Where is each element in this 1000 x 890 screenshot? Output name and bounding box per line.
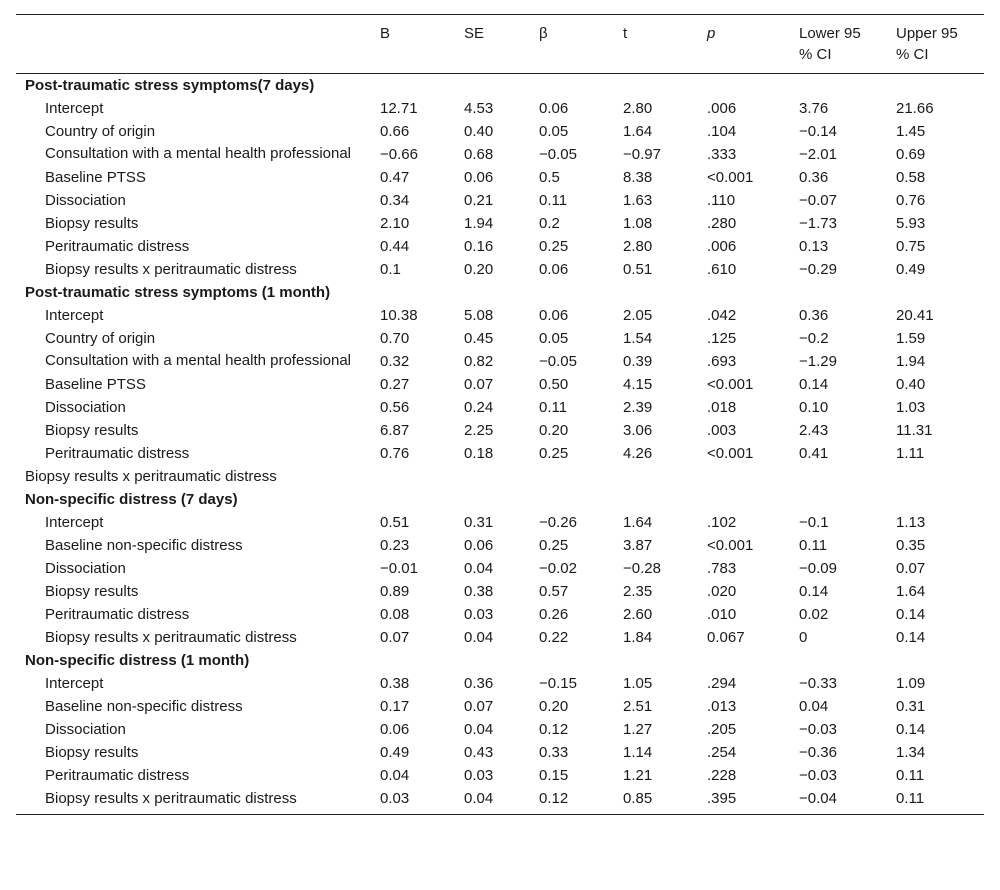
- cell-lower: 0.14: [799, 376, 829, 393]
- table-row: [16, 511, 984, 534]
- cell-t: 1.54: [623, 330, 653, 347]
- header-lower-line1: Lower 95: [799, 25, 861, 42]
- row-label: Peritraumatic distress: [45, 767, 190, 784]
- table-header: [16, 15, 984, 74]
- cell-p: .102: [707, 514, 737, 531]
- cell-upper: 1.45: [896, 123, 926, 140]
- header-upper-line2: % CI: [896, 46, 929, 63]
- table-row: [16, 718, 984, 741]
- cell-lower: −1.29: [799, 353, 837, 370]
- row-label: Peritraumatic distress: [45, 445, 190, 462]
- cell-upper: 1.09: [896, 675, 926, 692]
- row-label: Intercept: [45, 100, 104, 117]
- cell-t: 2.51: [623, 698, 653, 715]
- cell-upper: 0.49: [896, 261, 926, 278]
- header-beta: β: [539, 15, 623, 74]
- cell-b: 0.07: [380, 629, 410, 646]
- cell-beta: 0.20: [539, 698, 569, 715]
- row-label: Biopsy results: [45, 422, 139, 439]
- cell-beta: 0.12: [539, 787, 623, 815]
- cell-b: 0.1: [380, 261, 401, 278]
- cell-b: 0.04: [380, 767, 410, 784]
- header-b: B: [380, 15, 464, 74]
- cell-p: .333: [707, 146, 737, 163]
- header-lower-ci: [799, 15, 896, 74]
- table-row: [16, 327, 984, 350]
- cell-se: 0.40: [464, 123, 494, 140]
- cell-beta: 0.06: [539, 307, 569, 324]
- cell-lower: −0.09: [799, 560, 837, 577]
- cell-p: <0.001: [707, 169, 754, 186]
- cell-b: 0.66: [380, 123, 410, 140]
- cell-t: 2.35: [623, 583, 653, 600]
- cell-b: 0.47: [380, 169, 410, 186]
- table-row: [16, 212, 984, 235]
- cell-p: .018: [707, 399, 737, 416]
- row-label: Biopsy results x peritraumatic distress: [16, 787, 380, 815]
- cell-b: 0.56: [380, 399, 410, 416]
- section-title: Non-specific distress (1 month): [25, 652, 250, 669]
- table-row: [16, 580, 984, 603]
- cell-b: 0.27: [380, 376, 410, 393]
- cell-beta: 0.06: [539, 100, 569, 117]
- cell-p: <0.001: [707, 445, 754, 462]
- cell-b: 10.38: [380, 307, 418, 324]
- cell-p: .205: [707, 721, 737, 738]
- cell-b: 0.70: [380, 330, 410, 347]
- cell-beta: 0.11: [539, 399, 568, 416]
- cell-se: 0.43: [464, 744, 494, 761]
- cell-lower: 0.36: [799, 307, 829, 324]
- cell-lower: −0.04: [799, 787, 896, 815]
- row-label: Dissociation: [45, 721, 126, 738]
- cell-se: 0.20: [464, 261, 494, 278]
- cell-beta: −0.26: [539, 514, 577, 531]
- cell-beta: 0.22: [539, 629, 569, 646]
- cell-beta: 0.33: [539, 744, 569, 761]
- row-label: Biopsy results: [45, 744, 139, 761]
- table-row: [16, 120, 984, 143]
- row-label: Dissociation: [45, 560, 126, 577]
- cell-lower: 0.36: [799, 169, 829, 186]
- regression-table: [16, 14, 984, 815]
- cell-upper: 0.14: [896, 721, 926, 738]
- cell-upper: 0.11: [896, 767, 925, 784]
- cell-t: 3.06: [623, 422, 653, 439]
- cell-upper: 0.07: [896, 560, 926, 577]
- cell-t: 4.15: [623, 376, 653, 393]
- table-row: [16, 534, 984, 557]
- row-label: Biopsy results x peritraumatic distress: [45, 261, 297, 278]
- row-label: Intercept: [45, 307, 104, 324]
- cell-upper: 0.14: [896, 629, 926, 646]
- cell-t: 2.80: [623, 238, 653, 255]
- table-row: [16, 442, 984, 465]
- cell-lower: −0.29: [799, 261, 837, 278]
- cell-upper: 0.58: [896, 169, 926, 186]
- row-label: Baseline PTSS: [45, 169, 146, 186]
- cell-t: −0.97: [623, 146, 661, 163]
- cell-t: 2.05: [623, 307, 653, 324]
- cell-se: 0.07: [464, 376, 494, 393]
- cell-p: .254: [707, 744, 737, 761]
- header-se: SE: [464, 15, 539, 74]
- cell-upper: 11.31: [896, 422, 933, 439]
- cell-p: .280: [707, 215, 737, 232]
- cell-p: .003: [707, 422, 737, 439]
- header-upper-line1: Upper 95: [896, 25, 958, 42]
- cell-b: 0.32: [380, 353, 410, 370]
- cell-lower: −0.14: [799, 123, 837, 140]
- cell-lower: −0.33: [799, 675, 837, 692]
- header-lower-line2: % CI: [799, 46, 832, 63]
- cell-lower: 0.11: [799, 537, 828, 554]
- cell-b: 0.76: [380, 445, 410, 462]
- cell-lower: −0.03: [799, 721, 837, 738]
- cell-p: .610: [707, 261, 737, 278]
- cell-se: 0.38: [464, 583, 494, 600]
- row-label: Country of origin: [45, 123, 156, 140]
- section-row: [16, 74, 984, 98]
- table-row: [16, 97, 984, 120]
- cell-beta: 0.2: [539, 215, 560, 232]
- table-row: [16, 373, 984, 396]
- cell-p: .010: [707, 606, 737, 623]
- cell-lower: −1.73: [799, 215, 837, 232]
- cell-p: .125: [707, 330, 737, 347]
- cell-beta: 0.20: [539, 422, 569, 439]
- cell-b: 0.03: [380, 787, 464, 815]
- cell-se: 0.03: [464, 767, 494, 784]
- cell-beta: 0.15: [539, 767, 569, 784]
- row-label: Consultation with a mental health professional: [45, 145, 352, 162]
- row-label: Baseline PTSS: [45, 376, 146, 393]
- cell-b: 0.51: [380, 514, 410, 531]
- cell-upper: 5.93: [896, 215, 926, 232]
- cell-b: 6.87: [380, 422, 410, 439]
- cell-t: 0.51: [623, 261, 653, 278]
- cell-se: 0.06: [464, 169, 494, 186]
- cell-lower: 0.14: [799, 583, 829, 600]
- cell-p: .395: [707, 787, 799, 815]
- cell-p: .228: [707, 767, 737, 784]
- cell-lower: 0.13: [799, 238, 829, 255]
- table-row: [16, 603, 984, 626]
- cell-beta: 0.26: [539, 606, 569, 623]
- row-label: Baseline non-specific distress: [45, 698, 243, 715]
- table-row: [16, 396, 984, 419]
- cell-beta: 0.06: [539, 261, 569, 278]
- cell-upper: 0.75: [896, 238, 926, 255]
- cell-beta: 0.5: [539, 169, 560, 186]
- cell-upper: 0.40: [896, 376, 926, 393]
- cell-se: 4.53: [464, 100, 494, 117]
- cell-b: 0.49: [380, 744, 410, 761]
- cell-se: 0.07: [464, 698, 494, 715]
- cell-beta: 0.25: [539, 537, 569, 554]
- cell-t: 3.87: [623, 537, 653, 554]
- cell-lower: 0.04: [799, 698, 829, 715]
- header-p: p: [707, 15, 799, 74]
- cell-se: 5.08: [464, 307, 494, 324]
- cell-upper: 0.76: [896, 192, 926, 209]
- table-row: [16, 741, 984, 764]
- cell-p: .042: [707, 307, 737, 324]
- cell-b: 0.89: [380, 583, 410, 600]
- cell-se: 0.03: [464, 606, 494, 623]
- section-title: Non-specific distress (7 days): [25, 491, 238, 508]
- cell-lower: 0: [799, 629, 808, 646]
- cell-b: 2.10: [380, 215, 410, 232]
- cell-lower: 0.10: [799, 399, 829, 416]
- cell-p: .013: [707, 698, 737, 715]
- cell-p: 0.067: [707, 629, 745, 646]
- row-label: Consultation with a mental health professional: [45, 352, 352, 369]
- row-label: Dissociation: [45, 399, 126, 416]
- cell-lower: −0.1: [799, 514, 829, 531]
- cell-t: 1.08: [623, 215, 653, 232]
- row-label: Biopsy results: [45, 215, 139, 232]
- cell-t: 1.64: [623, 123, 653, 140]
- cell-se: 0.45: [464, 330, 494, 347]
- cell-b: −0.01: [380, 560, 418, 577]
- cell-beta: 0.05: [539, 123, 569, 140]
- cell-upper: 1.03: [896, 399, 926, 416]
- cell-upper: 0.31: [896, 698, 926, 715]
- table-row: [16, 787, 984, 815]
- cell-lower: 0.02: [799, 606, 829, 623]
- header-label: [16, 15, 380, 74]
- cell-se: 0.24: [464, 399, 494, 416]
- cell-beta: 0.25: [539, 445, 569, 462]
- table-row: [16, 258, 984, 281]
- cell-se: 0.82: [464, 353, 494, 370]
- cell-se: 0.16: [464, 238, 494, 255]
- table-row: [16, 419, 984, 442]
- table-row: [16, 626, 984, 649]
- cell-upper: 0.11: [896, 787, 984, 815]
- cell-upper: 1.34: [896, 744, 926, 761]
- cell-t: −0.28: [623, 560, 661, 577]
- row-label: Peritraumatic distress: [45, 606, 190, 623]
- cell-t: 2.39: [623, 399, 653, 416]
- table-row: [16, 166, 984, 189]
- cell-se: 0.18: [464, 445, 494, 462]
- cell-p: .006: [707, 238, 737, 255]
- table-row: [16, 672, 984, 695]
- cell-b: 0.38: [380, 675, 410, 692]
- header-t: t: [623, 15, 707, 74]
- cell-b: 0.34: [380, 192, 410, 209]
- cell-lower: −0.2: [799, 330, 829, 347]
- cell-p: .104: [707, 123, 737, 140]
- cell-se: 0.04: [464, 787, 539, 815]
- section-title: Post-traumatic stress symptoms (1 month): [25, 284, 331, 301]
- section-row: [16, 281, 984, 304]
- cell-t: 1.05: [623, 675, 653, 692]
- table-row: [16, 695, 984, 718]
- cell-upper: 1.13: [896, 514, 926, 531]
- cell-beta: −0.05: [539, 353, 577, 370]
- cell-se: 0.21: [464, 192, 494, 209]
- cell-t: 0.39: [623, 353, 653, 370]
- cell-lower: 2.43: [799, 422, 829, 439]
- cell-t: 0.85: [623, 787, 707, 815]
- cell-beta: 0.05: [539, 330, 569, 347]
- cell-beta: 0.57: [539, 583, 569, 600]
- cell-b: 0.17: [380, 698, 410, 715]
- table-row: [16, 189, 984, 212]
- header-upper-ci: [896, 15, 984, 74]
- row-label: Intercept: [45, 675, 104, 692]
- table-row: [16, 304, 984, 327]
- cell-p: <0.001: [707, 537, 754, 554]
- cell-t: 1.14: [623, 744, 653, 761]
- cell-upper: 0.35: [896, 537, 926, 554]
- cell-p: .294: [707, 675, 737, 692]
- cell-p: .693: [707, 353, 737, 370]
- table-row: [16, 350, 984, 373]
- table-body: [16, 74, 984, 815]
- cell-upper: 1.64: [896, 583, 926, 600]
- cell-upper: 21.66: [896, 100, 934, 117]
- cell-t: 1.27: [623, 721, 653, 738]
- cell-t: 1.84: [623, 629, 653, 646]
- row-label: Country of origin: [45, 330, 156, 347]
- cell-se: 0.06: [464, 537, 494, 554]
- cell-beta: −0.05: [539, 146, 577, 163]
- cell-p: .110: [707, 192, 736, 209]
- cell-upper: 0.69: [896, 146, 926, 163]
- cell-b: −0.66: [380, 146, 418, 163]
- row-label: Biopsy results x peritraumatic distress: [45, 629, 297, 646]
- cell-b: 0.23: [380, 537, 410, 554]
- cell-lower: −0.03: [799, 767, 837, 784]
- table-row: [16, 143, 984, 166]
- cell-t: 1.64: [623, 514, 653, 531]
- cell-p: .020: [707, 583, 737, 600]
- table-row: [16, 235, 984, 258]
- cell-p: .783: [707, 560, 737, 577]
- cell-beta: 0.12: [539, 721, 569, 738]
- cell-t: 1.21: [623, 767, 653, 784]
- section-row: [16, 488, 984, 511]
- cell-se: 1.94: [464, 215, 494, 232]
- cell-beta: −0.02: [539, 560, 577, 577]
- cell-se: 0.68: [464, 146, 494, 163]
- cell-se: 0.04: [464, 629, 494, 646]
- cell-p: <0.001: [707, 376, 754, 393]
- cell-t: 1.63: [623, 192, 653, 209]
- row-label: Baseline non-specific distress: [45, 537, 243, 554]
- row-label: Dissociation: [45, 192, 126, 209]
- cell-upper: 20.41: [896, 307, 934, 324]
- cell-se: 0.04: [464, 721, 494, 738]
- cell-p: .006: [707, 100, 737, 117]
- cell-lower: −2.01: [799, 146, 837, 163]
- cell-beta: 0.50: [539, 376, 569, 393]
- header-row: [16, 15, 984, 74]
- cell-b: 0.06: [380, 721, 410, 738]
- cell-upper: 0.14: [896, 606, 926, 623]
- table-row: [16, 557, 984, 580]
- cell-t: 4.26: [623, 445, 653, 462]
- cell-lower: 0.41: [799, 445, 829, 462]
- table-row: [16, 764, 984, 787]
- row-label: Biopsy results: [45, 583, 139, 600]
- row-label: Peritraumatic distress: [45, 238, 190, 255]
- cell-lower: −0.07: [799, 192, 837, 209]
- cell-upper: 1.94: [896, 353, 926, 370]
- cell-beta: 0.25: [539, 238, 569, 255]
- cell-se: 0.31: [464, 514, 494, 531]
- table-row: [16, 465, 984, 488]
- cell-beta: 0.11: [539, 192, 568, 209]
- cell-lower: 3.76: [799, 100, 829, 117]
- cell-upper: 1.11: [896, 445, 925, 462]
- section-row: [16, 649, 984, 672]
- cell-beta: −0.15: [539, 675, 577, 692]
- cell-t: 2.80: [623, 100, 653, 117]
- cell-b: 12.71: [380, 100, 418, 117]
- cell-upper: 1.59: [896, 330, 926, 347]
- section-title: Post-traumatic stress symptoms(7 days): [25, 77, 315, 94]
- row-label: Biopsy results x peritraumatic distress: [25, 468, 277, 485]
- cell-se: 0.04: [464, 560, 494, 577]
- row-label: Intercept: [45, 514, 104, 531]
- cell-t: 2.60: [623, 606, 653, 623]
- cell-se: 0.36: [464, 675, 494, 692]
- cell-lower: −0.36: [799, 744, 837, 761]
- cell-t: 8.38: [623, 169, 653, 186]
- cell-b: 0.44: [380, 238, 410, 255]
- cell-b: 0.08: [380, 606, 410, 623]
- cell-se: 2.25: [464, 422, 494, 439]
